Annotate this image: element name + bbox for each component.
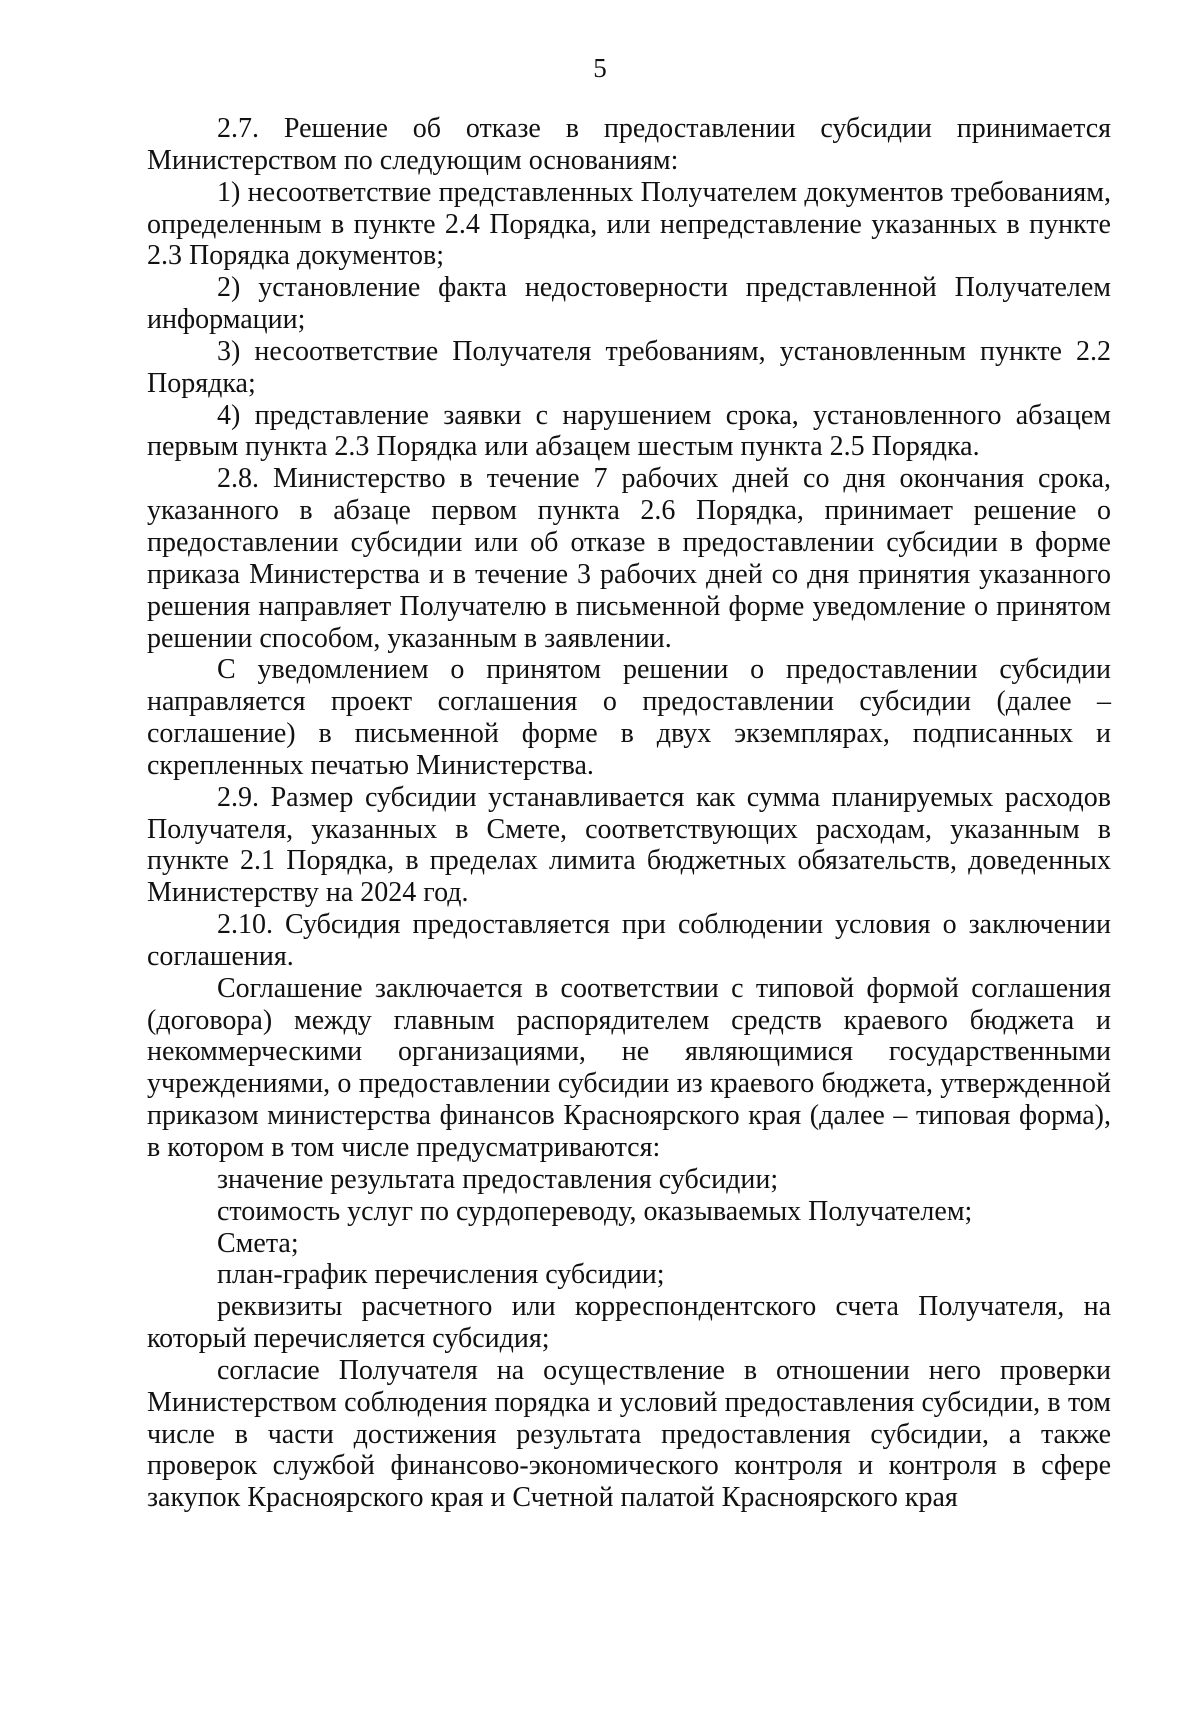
paragraph-2-10: 2.10. Субсидия предоставляется при соблюдении условия о заключении соглашения. [147,909,1111,972]
page-number: 5 [593,53,607,83]
paragraph-2-8: 2.8. Министерство в течение 7 рабочих дней со дня окончания срока, указанного в абзаце первом пункта 2.6 Порядка, принимает решение о предоставлении субсидии или об отказе в предоставлении субсидии в форме приказа Министерства и в течение 3 рабочих дней со дня принятия указанного решения направляет Получателю в письменной форме уведомление о принятом решении способом, указанным в заявлении. [147,463,1111,654]
paragraph-2-7-item-3: 3) несоответствие Получателя требованиям, установленным пункте 2.2 Порядка; [147,335,1111,399]
paragraph-2-7-item-1: 1) несоответствие представленных Получателем документов требованиям, определенным в пункте 2.4 Порядка, или непредставление указанных в пункте 2.3 Порядка документов; [147,176,1111,272]
paragraph-2-7-item-2: 2) установление факта недостоверности представленной Получателем информации; [147,272,1111,336]
paragraph-notification: С уведомлением о принятом решении о предоставлении субсидии направляется проект соглашения о предоставлении субсидии (далее – соглашение) в письменной форме в двух экземплярах, подписанных и скрепленных печатью Министерства. [147,654,1111,781]
list-item-service-cost: стоимость услуг по сурдопереводу, оказываемых Получателем; [217,1195,973,1227]
document-body [147,113,1111,1514]
list-item-payment-schedule: план-график перечисления субсидии; [217,1259,665,1291]
paragraph-2-7-item-4: 4) представление заявки с нарушением срока, установленного абзацем первым пункта 2.3 Порядка или абзацем шестым пункта 2.5 Порядка. [147,399,1111,463]
paragraph-2-9: 2.9. Размер субсидии устанавливается как сумма планируемых расходов Получателя, указанных в Смете, соответствующих расходам, указанным в пункте 2.1 Порядка, в пределах лимита бюджетных обязательств, доведенных Министерству на 2024 год. [147,781,1111,909]
paragraph-agreement: Соглашение заключается в соответствии с типовой формой соглашения (договора) между главным распорядителем средств краевого бюджета и некоммерческими организациями, не являющимися государственными учреждениями, о предоставлении субсидии из краевого бюджета, утвержденной приказом министерства финансов Красноярского края (далее – типовая форма), в котором в том числе предусматриваются: [147,972,1111,1163]
list-item-estimate: Смета; [217,1227,299,1259]
list-item-result-value: значение результата предоставления субсидии; [217,1163,779,1195]
list-item-consent: согласие Получателя на осуществление в отношении него проверки Министерством соблюдения порядка и условий предоставления субсидии, в том числе в части достижения результата предоставления субсидии, а также проверок службой финансово-экономического контроля и контроля в сфере закупок Красноярского края и Счетной палатой Красноярского края [147,1354,1111,1514]
paragraph-2-7: 2.7. Решение об отказе в предоставлении субсидии принимается Министерством по следующим основаниям: [147,113,1111,176]
list-item-bank-details: реквизиты расчетного или корреспондентского счета Получателя, на который перечисляется субсидия; [147,1291,1111,1355]
